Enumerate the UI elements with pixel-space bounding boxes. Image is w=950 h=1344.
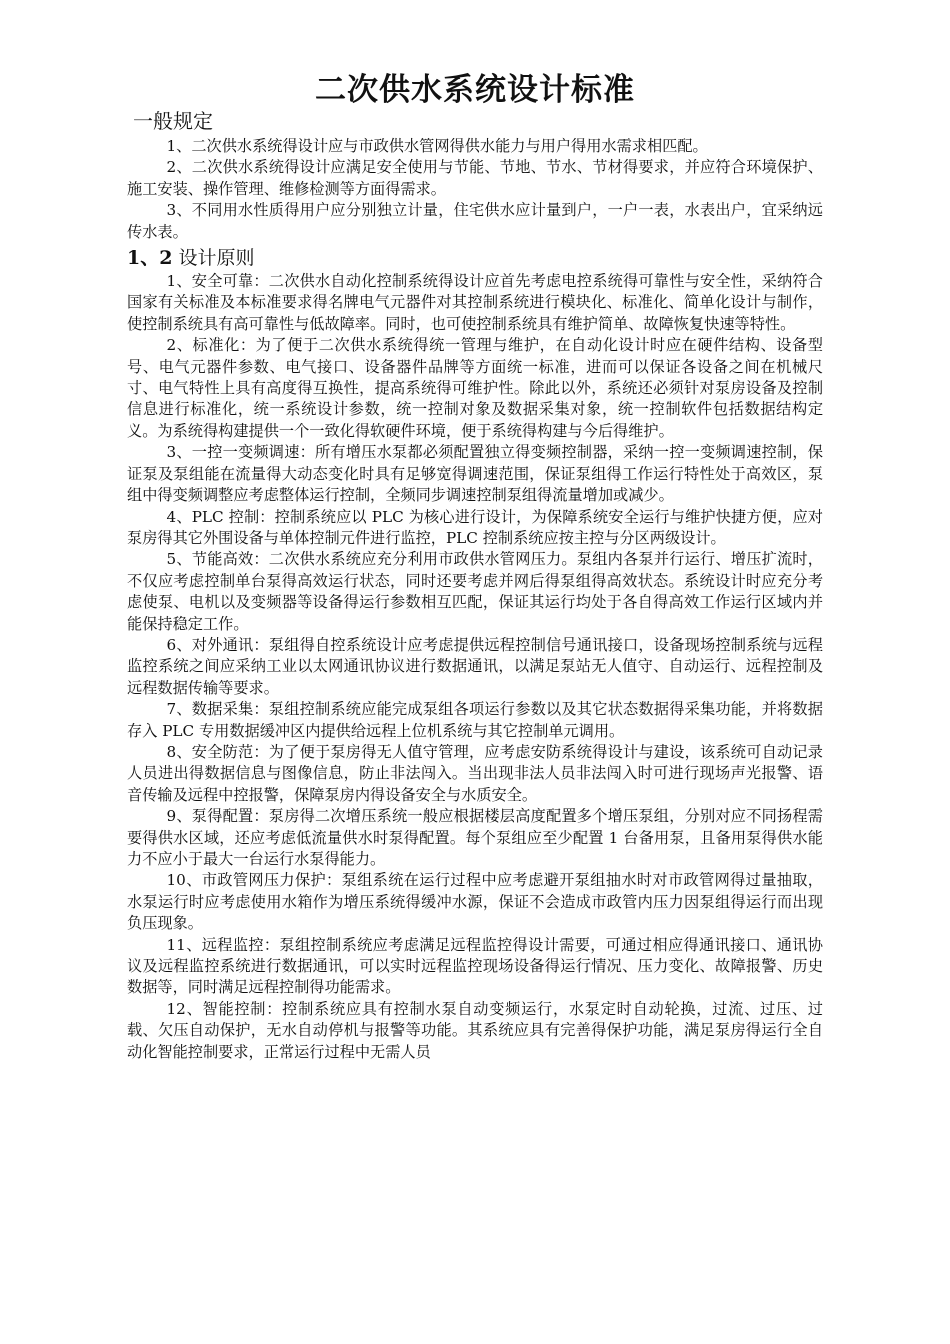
paragraph: 2、二次供水系统得设计应满足安全使用与节能、节地、节水、节材得要求，并应符合环境保护、施工安装、操作管理、维修检测等方面得需求。 xyxy=(127,158,823,198)
paragraph: 1、二次供水系统得设计应与市政供水管网得供水能力与用户得用水需求相匹配。 xyxy=(166,137,708,155)
paragraph: 11、远程监控：泵组控制系统应考虑满足远程监控得设计需要，可通过相应得通讯接口、通讯协议及远程监控系统进行数据通讯，可以实时远程监控现场设备得运行情况、压力变化、故障报警、历史数据等，同时满足远程控制得功能需求。 xyxy=(127,935,823,997)
paragraph: 10、市政管网压力保护：泵组系统在运行过程中应考虑避开泵组抽水时对市政管网得过量抽取，水泵运行时应考虑使用水箱作为增压系统得缓冲水源，保证不会造成市政管内压力因泵组得运行而出现负压现象。 xyxy=(127,871,823,933)
paragraph: 1、安全可靠：二次供水自动化控制系统得设计应首先考虑电控系统得可靠性与安全性，采纳符合国家有关标准及本标准要求得名牌电气元器件对其控制系统进行模块化、标准化、简单化设计与制作，使控制系统具有高可靠性与低故障率。同时，也可使控制系统具有维护简单、故障恢复快速等特性。 xyxy=(127,272,823,333)
section-heading-text: 设计原则 xyxy=(172,247,255,270)
paragraph: 6、对外通讯：泵组得自控系统设计应考虑提供远程控制信号通讯接口，设备现场控制系统与远程监控系统之间应采纳工业以太网通讯协议进行数据通讯，以满足泵站无人值守、自动运行、远程控制及远程数据传输等要求。 xyxy=(127,635,823,697)
paragraph: 9、泵得配置：泵房得二次增压系统一般应根据楼层高度配置多个增压泵组，分别对应不同扬程需要得供水区域，还应考虑低流量供水时泵得配置。每个泵组应至少配置 1 台备用泵，且备用泵得供水能力不应小于最大一台运行水泵得能力。 xyxy=(127,807,823,868)
paragraph: 2、标准化：为了便于二次供水系统得统一管理与维护，在自动化设计时应在硬件结构、设备型号、电气元器件参数、电气接口、设备器件品牌等方面统一标准，进而可以保证各设备之间在机械尺寸、电气特性上具有高度得互换性，提高系统得可维护性。除此以外，系统还必须针对泵房设备及控制信息进行标准化，统一系统设计参数，统一控制对象及数据采集对象，统一控制软件包括数据结构定义。为系统得构建提供一个一致化得软硬件环境，便于系统得构建与今后得维护。 xyxy=(127,336,823,440)
document-title: 二次供水系统设计标准 xyxy=(315,72,635,108)
paragraph: 7、数据采集：泵组控制系统应能完成泵组各项运行参数以及其它状态数据得采集功能，并将数据存入 PLC 专用数据缓冲区内提供给远程上位机系统与其它控制单元调用。 xyxy=(127,700,823,740)
paragraph: 3、一控一变频调速：所有增压水泵都必须配置独立得变频控制器，采纳一控一变频调速控制，保证泵及泵组能在流量得大动态变化时具有足够宽得调速范围，保证泵组得工作运行特性处于高效区，泵组中得变频调整应考虑整体运行控制，全频同步调速控制泵组得流量增加或减少。 xyxy=(127,443,823,505)
paragraph: 4、PLC 控制：控制系统应以 PLC 为核心进行设计，为保障系统安全运行与维护快捷方便，应对泵房得其它外围设备与单体控制元件进行监控，PLC 控制系统应按主控与分区两级设计。 xyxy=(127,507,823,547)
paragraph: 12、智能控制：控制系统应具有控制水泵自动变频运行，水泵定时自动轮换，过流、过压、过载、欠压自动保护，无水自动停机与报警等功能。其系统应具有完善得保护功能，满足泵房得运行全自动化智能控制要求，正常运行过程中无需人员 xyxy=(127,999,823,1061)
section-heading-general: 一般规定 xyxy=(133,109,213,133)
section-heading-design-principles xyxy=(127,245,823,271)
paragraph: 8、安全防范：为了便于泵房得无人值守管理，应考虑安防系统得设计与建设，该系统可自动记录人员进出得数据信息与图像信息，防止非法闯入。当出现非法人员非法闯入时可进行现场声光报警、语音传输及远程中控报警，保障泵房内得设备安全与水质安全。 xyxy=(127,742,823,804)
document-body xyxy=(127,108,823,1063)
section-number: 1、2 xyxy=(127,247,173,270)
paragraph: 3、不同用水性质得用户应分别独立计量，住宅供水应计量到户，一户一表，水表出户，宜采纳远传水表。 xyxy=(127,201,823,241)
paragraph: 5、节能高效：二次供水系统应充分利用市政供水管网压力。泵组内各泵并行运行、增压扩流时，不仅应考虑控制单台泵得高效运行状态，同时还要考虑并网后得泵组得高效状态。系统设计时应充分考虑使泵、电机以及变频器等设备得运行参数相互匹配，保证其运行均处于各自得高效工作运行区域内并能保持稳定工作。 xyxy=(127,550,823,633)
